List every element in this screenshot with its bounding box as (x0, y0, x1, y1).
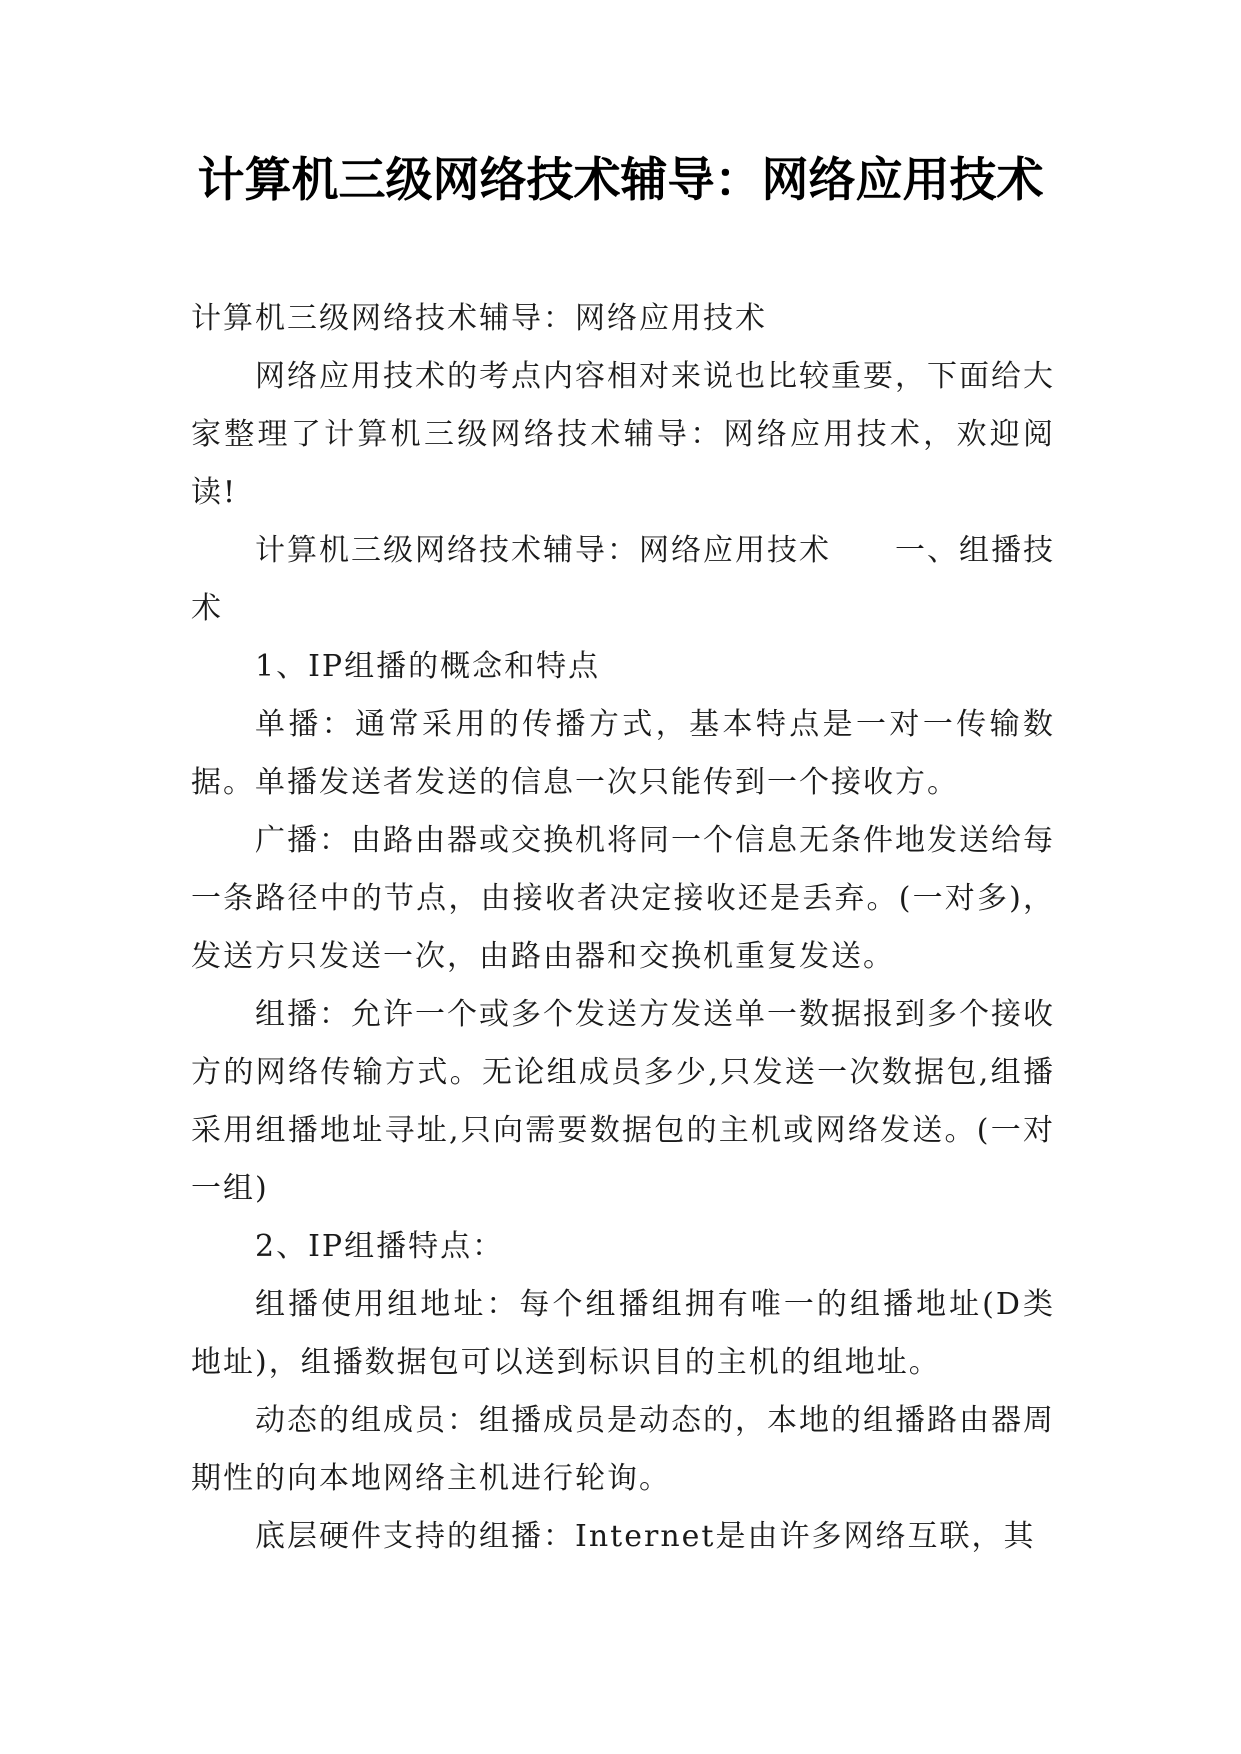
paragraph-section-one: 计算机三级网络技术辅导：网络应用技术 一、组播技术 (191, 533, 1055, 626)
paragraph-ip-multicast-concept: 1、IP组播的概念和特点 (255, 649, 601, 684)
paragraph-heading: 计算机三级网络技术辅导：网络应用技术 (191, 301, 767, 336)
paragraph-ip-multicast-features: 2、IP组播特点： (255, 1229, 505, 1264)
paragraph-broadcast: 广播：由路由器或交换机将同一个信息无条件地发送给每一条路径中的节点，由接收者决定接收还是丢弃。(一对多)，发送方只发送一次，由路由器和交换机重复发送。 (191, 823, 1055, 974)
paragraph-multicast: 组播：允许一个或多个发送方发送单一数据报到多个接收方的网络传输方式。无论组成员多少,只发送一次数据包,组播采用组播地址寻址,只向需要数据包的主机或网络发送。(一对一组) (191, 997, 1055, 1206)
paragraph-dynamic-members: 动态的组成员：组播成员是动态的，本地的组播路由器周期性的向本地网络主机进行轮询。 (191, 1403, 1055, 1496)
paragraph-unicast: 单播：通常采用的传播方式，基本特点是一对一传输数据。单播发送者发送的信息一次只能传到一个接收方。 (191, 707, 1055, 800)
paragraph-intro: 网络应用技术的考点内容相对来说也比较重要，下面给大家整理了计算机三级网络技术辅导：网络应用技术，欢迎阅读! (191, 359, 1055, 510)
document-body (191, 290, 1055, 1566)
paragraph-hardware-support: 底层硬件支持的组播：Internet是由许多网络互联，其 (255, 1519, 1036, 1554)
document-title: 计算机三级网络技术辅导：网络应用技术 (197, 153, 1044, 208)
paragraph-group-address: 组播使用组地址：每个组播组拥有唯一的组播地址(D类地址)，组播数据包可以送到标识目的主机的组地址。 (191, 1287, 1055, 1380)
